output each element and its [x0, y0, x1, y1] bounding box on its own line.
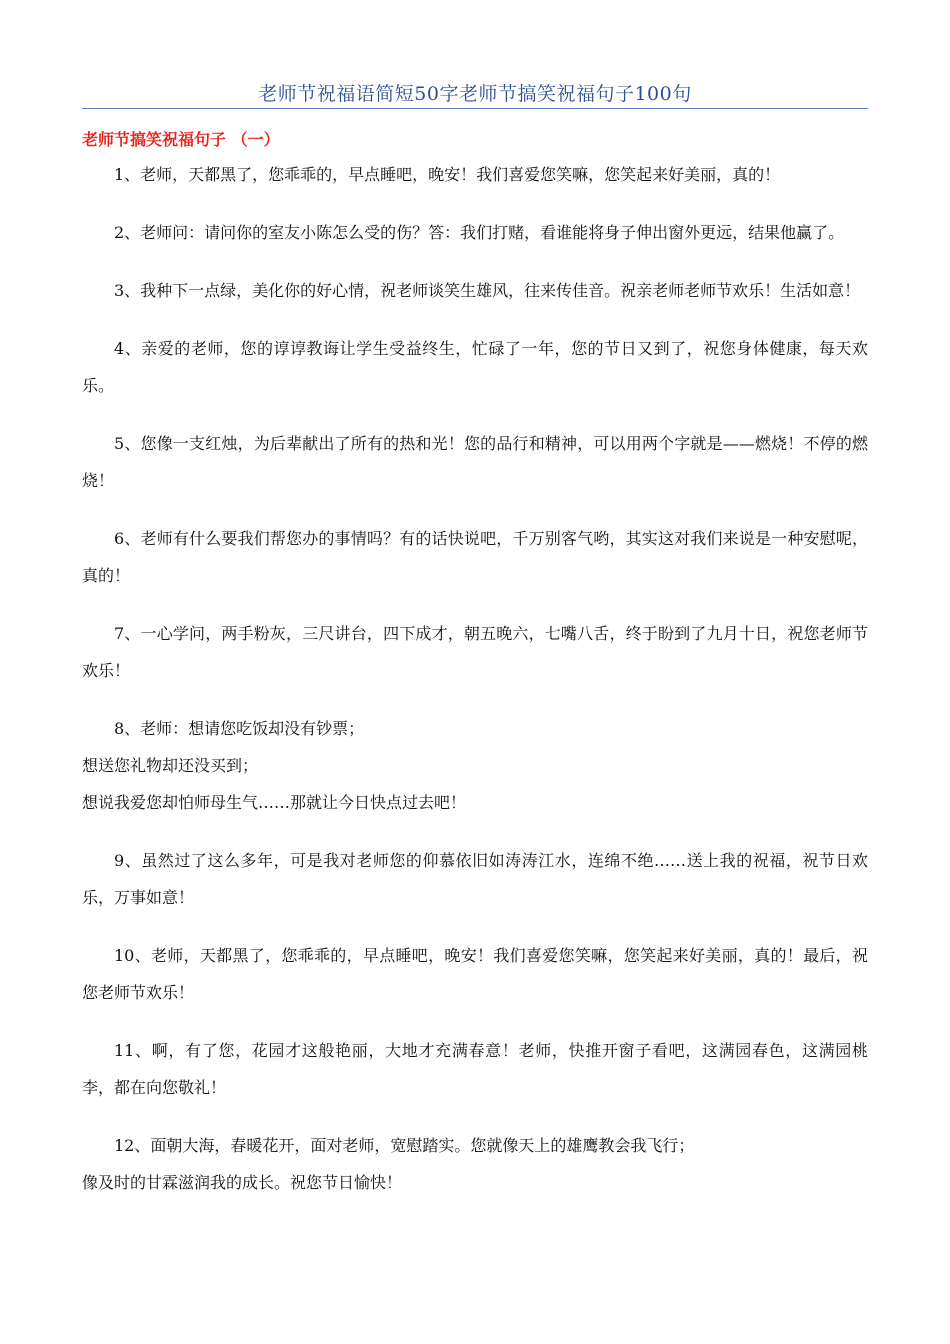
paragraph-line: 12、面朝大海，春暖花开，面对老师，宽慰踏实。您就像天上的雄鹰教会我飞行；	[114, 1136, 695, 1155]
paragraph	[82, 520, 868, 594]
paragraph	[82, 425, 868, 499]
document-header-title: 老师节祝福语简短50字老师节搞笑祝福句子100句	[258, 83, 692, 105]
paragraph-line: 2、老师问：请问你的室友小陈怎么受的伤？答：我们打赌，看谁能将身子伸出窗外更远，结果他赢了。	[114, 223, 845, 242]
paragraph	[82, 710, 868, 821]
header-divider	[82, 108, 868, 109]
paragraph	[82, 272, 868, 309]
paragraph	[82, 1127, 868, 1201]
paragraph-line: 9、虽然过了这么多年，可是我对老师您的仰慕依旧如涛涛江水，连绵不绝……送上我的祝福，祝节日欢乐，万事如意！	[82, 851, 868, 907]
document-body	[82, 156, 868, 1222]
paragraph	[82, 1032, 868, 1106]
paragraph	[82, 330, 868, 404]
paragraph	[82, 937, 868, 1011]
paragraph-line: 6、老师有什么要我们帮您办的事情吗？有的话快说吧，千万别客气哟，其实这对我们来说是一种安慰呢，真的！	[82, 529, 868, 585]
paragraph-line: 7、一心学问，两手粉灰，三尺讲台，四下成才，朝五晚六，七嘴八舌，终于盼到了九月十日，祝您老师节欢乐！	[82, 624, 868, 680]
paragraph-line: 1、老师，天都黑了，您乖乖的，早点睡吧，晚安！我们喜爱您笑嘛，您笑起来好美丽，真的！	[114, 165, 781, 184]
paragraph-line: 3、我种下一点绿，美化你的好心情，祝老师谈笑生雄风，往来传佳音。祝亲老师老师节欢乐！生活如意！	[114, 281, 861, 300]
paragraph-line: 想送您礼物却还没买到；	[82, 756, 259, 775]
paragraph	[82, 842, 868, 916]
paragraph	[82, 156, 868, 193]
paragraph	[82, 214, 868, 251]
paragraph-line: 10、老师，天都黑了，您乖乖的，早点睡吧，晚安！我们喜爱您笑嘛，您笑起来好美丽，真的！最后，祝您老师节欢乐！	[82, 946, 868, 1002]
paragraph-line: 4、亲爱的老师，您的谆谆教诲让学生受益终生，忙碌了一年，您的节日又到了，祝您身体健康，每天欢乐。	[82, 339, 868, 395]
paragraph-line: 5、您像一支红烛，为后辈献出了所有的热和光！您的品行和精神，可以用两个字就是——燃烧！不停的燃烧！	[82, 434, 868, 490]
paragraph	[82, 615, 868, 689]
paragraph-line: 想说我爱您却怕师母生气……那就让今日快点过去吧！	[82, 793, 467, 812]
paragraph-line: 11、啊，有了您，花园才这般艳丽，大地才充满春意！老师，快推开窗子看吧，这满园春色，这满园桃李，都在向您敬礼！	[82, 1041, 868, 1097]
paragraph-line: 像及时的甘霖滋润我的成长。祝您节日愉快！	[82, 1173, 403, 1192]
section-title: 老师节搞笑祝福句子 （一）	[82, 130, 280, 149]
paragraph-line: 8、老师：想请您吃饭却没有钞票；	[114, 719, 365, 738]
